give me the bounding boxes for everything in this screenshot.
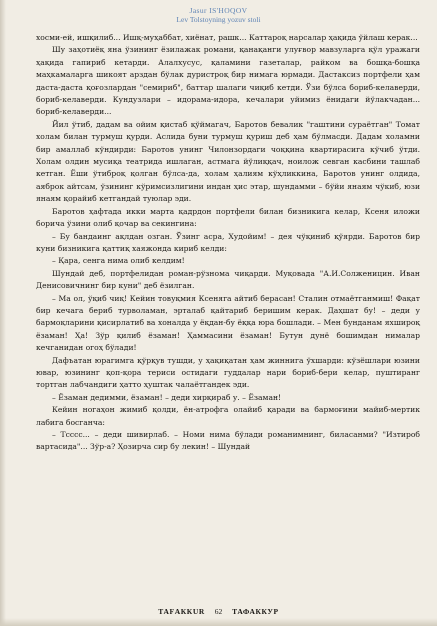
paragraph: – Тсссс... – деди шивирлаб. – Номи нима бўлади романимнинг, биласанми? "Изтироб вартасида"... Зўр-а? Ҳозирча сир бу лекин! – Шундай	[36, 430, 420, 452]
page-gutter-shadow	[0, 0, 6, 626]
paragraph: – Ма ол, ўқиб чиқ! Кейин товуқмия Ксеняга айтиб берасан! Сталин отмаётганмиш! Фақат бир кечага бериб турволаман, эрталаб қайтариб беришим керак. Даҳшат бу! – деди у бармоқларини қисирлатиб ва хоналда у ёқдан-бу ёққа юра бошлади. – Мен бунданам яхшироқ ёзаман! Ҳа! Зўр қилиб ёзаман! Ҳаммасини ёзаман! Бутун дунё бошимдан нималар кечганидан огоҳ бўлади!	[36, 293, 420, 353]
paragraph: Шундай деб, портфелидан роман-рўзнома чиқарди. Муқовада "А.И.Солженицин. Иван Денисовичнинг бир куни" деб ёзилган.	[36, 268, 420, 291]
page-footer	[0, 607, 437, 616]
paragraph: – Ёзаман дедимми, ёзаман! – деди хирқираб у. – Ёзаман!	[52, 392, 282, 402]
paragraph: Йил ўтиб, дадам ва ойим қистаб қўймагач, Баротов бевалик "гаштини сураётган" Томат холам билан турмуш қурди. Аслида буни турмуш қуриш деб ҳам бўлмасди. Дадам холамни бир амаллаб кўндирди: Баротов унинг Чилонзордаги чоққина квартирасига кўчиб ўтди. Холам олдин мусиқа театрида ишлаган, астмага йўлиққач, ноилож севган касбини ташлаб кетган. Ёши ўтиброқ қолган бўлса-да, холам ҳалиям кўҳликкина, Баротов унинг олдида, аяброк айтсам, ўзининг кўримсизлигини индан ҳис этар, шундамми – бўйи янаям чўкиб, юзи янаям қорайиб кетгандай туюлар эди.	[36, 119, 420, 204]
footer-brand-cyrillic: ТАФАККУР	[232, 607, 279, 616]
paragraph: Шу заҳотиёқ яна ўзининг ёзилажак романи, қанақанги улуғвор мавзуларга қўл уражаги ҳақида гапириб кетарди. Алалхусус, қаламини газеталар, райком ва бошқа-бошқа маҳкамаларга шикоят арздан бўлак дуристроқ бир нимага юрмади. Дастаксиз портфели ҳам даста-даста қоғозлардан "семириб", баттар шалаги чиқиб кетди. Ўзи бўлса бориб-келаверди, бориб-келаверди. Кундузлари – идорама-идора, кечалари уйимиз ёнидаги йўлакчадан... бориб-келаверди...	[36, 45, 420, 117]
paragraph: – Қара, сенга нима олиб келдим!	[52, 256, 185, 266]
header-title: Lev Tolstoyning yozuv stoli	[176, 15, 261, 24]
paragraph: Кейин ногаҳон жимиб қолди, ён-атрофга олайиб қаради ва бармоғини майиб-мертик лабига босганча:	[36, 405, 420, 427]
paragraph: Баротов ҳафтада икки марта қадрдон портфели билан бизникига келар, Ксеня иложи борича ўзини олиб қочар ва секингина:	[36, 206, 420, 229]
paragraph: Дафъатан юрагимга қўрқув тушди, у ҳақиқатан ҳам жиннига ўхшарди: кўзёшлари юзини ювар, юзининг қоп-қора териси остидаги гуддалар нари бориб-бери келар, пуштиранг тортган лабчандиги ҳатто ҳуштак чалаётгандек эди.	[36, 355, 420, 390]
header-author: Jasur IS'HOQOV	[189, 6, 248, 15]
footer-brand-latin: ТАFАККUR	[158, 607, 205, 616]
paragraph: – Бу бандаинг ақлдан озган. Ўзинг асра, Худойим! – дея чўқиниб қўярди. Баротов бир куни бизникига қаттиқ хаяжонда кириб келди:	[36, 231, 420, 253]
article-body	[36, 32, 420, 454]
running-header	[0, 6, 437, 24]
paragraph: хосми-ей, ишқилиб... Ишқ-муҳаббат, хиёнат, рашк... Каттароқ нарсалар ҳақида ўйлаш керак...	[36, 33, 418, 42]
page-bottom-shadow	[0, 618, 437, 626]
page-number: 62	[214, 607, 223, 616]
